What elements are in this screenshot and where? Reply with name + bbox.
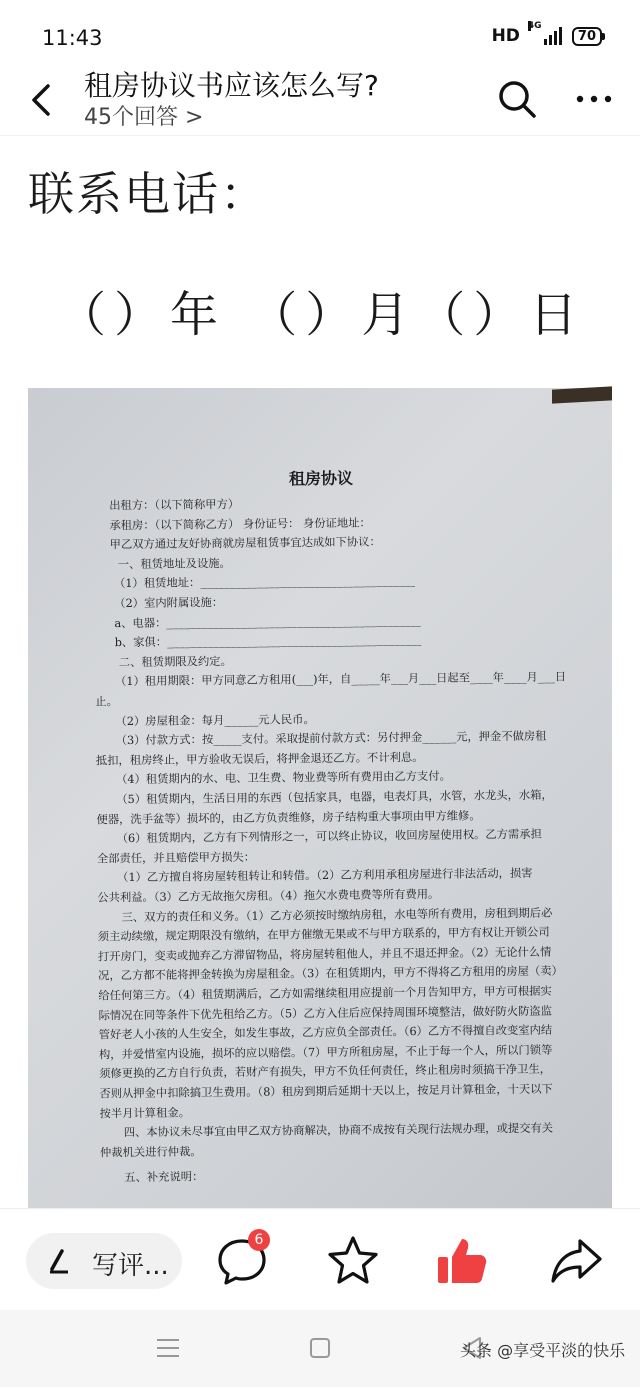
battery-icon (572, 27, 602, 46)
status-indicators (491, 21, 602, 46)
agreement-line: 公共利益。（3）乙方无故拖欠房租。（4）拖欠水费电费等所有费用。 (97, 887, 440, 905)
home-icon[interactable] (306, 1334, 334, 1362)
like-thumb-icon[interactable] (434, 1233, 490, 1289)
agreement-line: （2）室内附属设施： (114, 596, 224, 611)
agreement-line: a、电器：_____________________________________________ (114, 613, 421, 630)
more-options-icon[interactable] (572, 82, 616, 116)
agreement-line: 四、本协议未尽事宜由甲乙双方协商解决，协商不成按有关现行法规办理，或提交有关 (123, 1121, 554, 1140)
agreement-line: 五、补充说明： (124, 1170, 204, 1185)
agreement-line: （1）租赁地址：______________________________________ (113, 574, 416, 591)
agreement-line: 全部责任，并且赔偿甲方损失： (96, 850, 256, 866)
agreement-line: （2）房屋租金：每月______元人民币。 (115, 712, 315, 728)
agreement-line: 甲乙双方通过友好协商就房屋租赁事宜达成如下协议： (109, 535, 381, 552)
date-line: （）年 （）月（）日 (58, 287, 586, 343)
agreement-line: 打开房门，变卖或抛弃乙方滞留物品，将房屋转租他人，并且不退还押金。（2）无论什么情 (97, 945, 552, 964)
agreement-line: 二、租赁期限及约定。 (118, 654, 232, 669)
agreement-line: 三、双方的责任和义务。（1）乙方必须按时缴纳房租，水电等所有费用，房租到期后必 (121, 906, 553, 924)
favorite-star-icon[interactable] (325, 1233, 381, 1289)
agreement-line: （4）租赁期内的水、电、卫生费、物业费等所有费用由乙方支付。 (116, 770, 451, 787)
battery-level: 70 (577, 28, 596, 44)
source-watermark: 头条 @享受平淡的快乐 (460, 1341, 626, 1360)
page-title: 租房协议书应该怎么写? (84, 69, 379, 102)
hd-indicator: HD (491, 26, 520, 46)
action-bar (0, 1208, 640, 1310)
agreement-line: 须主动续缴，规定期限没有缴纳，在甲方催缴无果或不与甲方联系的，甲方有权让开锁公司 (97, 925, 550, 944)
agreement-line: 给任何第三方。（4）租赁期满后，乙方如需继续租用应提前一个月告知甲方，甲方可根据实 (98, 984, 552, 1003)
agreement-line: 管好老人小孩的人生安全，如发生事故，乙方应负全部责任。（6）乙方不得擅自改变室内结 (98, 1023, 553, 1042)
agreement-line: 际情况在同等条件下优先租给乙方。（5）乙方入住后应保持周围环境整洁，做好防火防盗监 (98, 1004, 553, 1022)
system-nav-bar (0, 1310, 640, 1387)
agreement-line: （1）乙方擅自将房屋转租转让和转借。（2）乙方利用承租房屋进行非法活动，损害 (117, 867, 533, 885)
menu-icon[interactable] (154, 1334, 182, 1362)
agreement-line: 承租房：（以下简称乙方） 身份证号： 身份证地址： (109, 516, 371, 532)
pen-icon (46, 1247, 72, 1275)
agreement-line: 止。 (95, 695, 118, 709)
agreement-line: 况，乙方都不能将押金转换为房屋租金。（3）在租赁期内，甲方不得将乙方租用的房屋（卖） (98, 964, 563, 983)
agreement-line: b、家俱：_____________________________________________ (114, 633, 422, 650)
agreement-photo[interactable] (28, 388, 612, 1208)
agreement-line: 便器，洗手盆等）损坏的，由乙方负责维修，房子结构重大事项由甲方维修。 (96, 808, 481, 826)
answer-count-link[interactable]: 45个回答 > (84, 105, 204, 130)
share-arrow-icon[interactable] (548, 1233, 604, 1289)
back-arrow-icon[interactable] (22, 80, 62, 120)
agreement-line: （6）租赁期内，乙方有下列情形之一，可以终止协议，收回房屋使用权。乙方需承担 (116, 827, 542, 846)
agreement-line: （5）租赁期内，生活日用的东西（包括家具，电器，电表灯具，水管，水龙头，水箱， (116, 788, 553, 807)
agreement-title: 租房协议 (288, 468, 354, 489)
agreement-line: （1）租用期限：甲方同意乙方租用(___)年，自_____年___月___日起至____年____月___日 (114, 670, 567, 689)
agreement-line: 一、租赁地址及设施。 (117, 556, 231, 571)
agreement-page (28, 385, 621, 1211)
agreement-line: 抵扣，租房终止，甲方验收无误后，将押金退还乙方。不计利息。 (95, 750, 424, 768)
agreement-line: 仲裁机关进行仲裁。 (99, 1145, 202, 1160)
network-type: 4G (527, 21, 542, 31)
agreement-line: 按半月计算租金。 (99, 1105, 191, 1120)
agreement-line: 出租方：（以下简称甲方） (109, 497, 240, 513)
top-header (0, 69, 640, 136)
status-time: 11:43 (42, 26, 103, 50)
signal-icon (527, 21, 562, 45)
status-bar (0, 0, 640, 72)
contact-phone-heading: 联系电话： (28, 167, 268, 221)
comment-count-badge: 6 (248, 1229, 270, 1251)
agreement-line: 须修更换的乙方自行负责，若财产有损失，甲方不负任何责任，终止租房时须搞干净卫生， (99, 1063, 552, 1081)
agreement-line: （3）付款方式：按_____支付。采取提前付款方式：另付押金______元，押金不做房租 (115, 729, 547, 748)
agreement-line: 否则从押金中扣除搞卫生费用。（8）租房到期后延期十天以上，按足月计算租金，十天以下 (99, 1082, 553, 1101)
write-comment-label: 写评... (92, 1251, 169, 1281)
agreement-line: 构，并爱惜室内设施，损坏的应以赔偿。（7）甲方所租房屋，不止于每一个人，所以门锁等 (98, 1043, 553, 1062)
write-comment-button[interactable] (26, 1233, 182, 1289)
search-icon[interactable] (496, 78, 538, 120)
